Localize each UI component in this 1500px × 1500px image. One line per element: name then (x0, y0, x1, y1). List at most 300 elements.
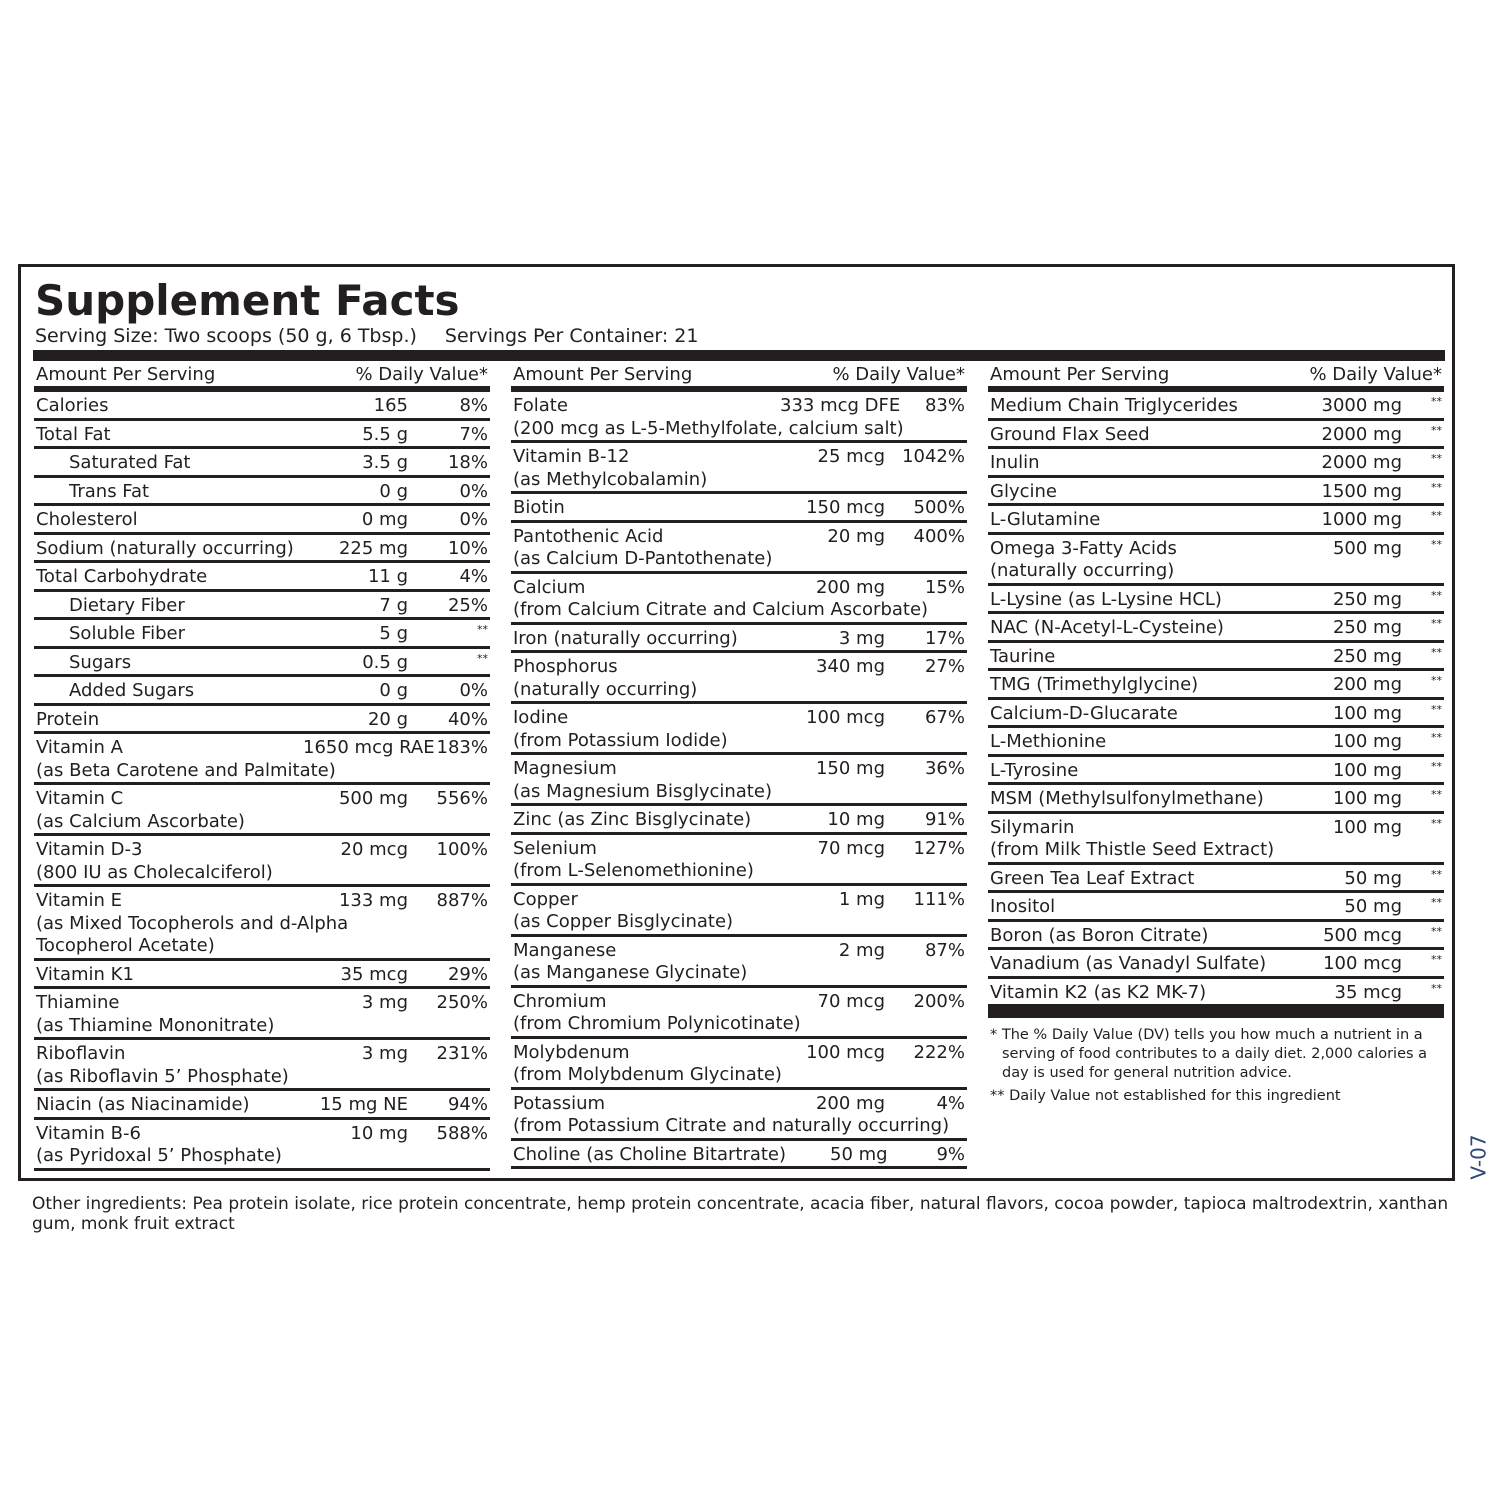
nutrient-name: Vitamin B-6 (36, 1122, 141, 1144)
nutrient-row (511, 835, 967, 886)
nutrient-name: Riboflavin (36, 1043, 126, 1064)
nutrient-row (511, 1039, 967, 1090)
nutrient-amount: 0 mg (361, 509, 408, 530)
nutrient-main-line (513, 628, 965, 651)
panel-title: Supplement Facts (35, 276, 460, 325)
nutrient-name: Molybdenum (513, 1041, 630, 1063)
nutrient-row (34, 734, 490, 785)
nutrient-daily-value: ** (1431, 452, 1442, 465)
nutrient-row (34, 592, 490, 621)
nutrient-source: (as Thiamine Mononitrate) (36, 1014, 275, 1036)
nutrient-amount: 225 mg (338, 537, 408, 559)
nutrient-main-line (36, 964, 488, 987)
nutrient-amount: 3 mg (361, 992, 408, 1013)
nutrient-main-line (36, 709, 488, 732)
nutrient-row (34, 887, 490, 961)
nutrient-name: Sodium (naturally occurring) (36, 537, 294, 559)
nutrient-rows (511, 392, 967, 1169)
nutrient-row (34, 1120, 490, 1171)
nutrient-amount: 333 mcg DFE (780, 395, 901, 416)
header-daily-value: % Daily Value* (355, 364, 488, 385)
nutrient-row (34, 1091, 490, 1120)
nutrient-name: Vitamin C (36, 788, 124, 809)
nutrient-source: (as Calcium D-Pantothenate) (513, 548, 773, 569)
nutrient-amount: 15 mg NE (319, 1094, 408, 1115)
nutrient-name: Glycine (990, 480, 1057, 502)
nutrient-daily-value: 25% (447, 594, 488, 616)
nutrient-amount: 70 mcg (817, 990, 885, 1012)
nutrient-name: Choline (as Choline Bitartrate) (513, 1143, 787, 1165)
nutrient-main-line (990, 481, 1442, 504)
nutrient-amount: 70 mcg (817, 837, 885, 859)
nutrient-row (988, 728, 1444, 757)
nutrient-name: Medium Chain Triglycerides (990, 395, 1238, 416)
nutrient-main-line (36, 395, 488, 418)
nutrient-daily-value: 1042% (902, 446, 965, 467)
nutrient-daily-value: ** (1431, 423, 1442, 437)
bottom-divider-bar (988, 1007, 1444, 1018)
nutrient-daily-value: ** (1431, 759, 1442, 773)
nutrient-row (34, 478, 490, 507)
nutrient-row (511, 886, 967, 937)
nutrient-name: L-Methionine (990, 731, 1107, 752)
nutrient-column-1 (34, 364, 490, 1171)
nutrient-daily-value: 36% (924, 758, 965, 779)
nutrient-main-line (513, 758, 965, 781)
nutrient-amount: 20 mcg (340, 839, 408, 860)
nutrient-row (988, 421, 1444, 450)
nutrient-amount: 200 mg (815, 1092, 885, 1114)
nutrient-name: Trans Fat (69, 480, 150, 502)
nutrient-amount: 200 mg (815, 576, 885, 598)
nutrient-row (511, 653, 967, 704)
nutrient-source: (200 mcg as L-5-Methylfolate, calcium salt) (513, 417, 904, 439)
nutrient-row (988, 586, 1444, 615)
nutrient-name: Vanadium (as Vanadyl Sulfate) (990, 953, 1267, 974)
nutrient-source: (from Chromium Polynicotinate) (513, 1013, 801, 1034)
top-divider-bar (33, 350, 1445, 361)
nutrient-amount: 1 mg (838, 888, 885, 910)
nutrient-source: (as Magnesium Bisglycinate) (513, 780, 772, 802)
nutrient-name: Vitamin A (36, 737, 123, 758)
column-header (34, 364, 490, 392)
nutrient-source: (naturally occurring) (990, 560, 1175, 581)
nutrient-daily-value: 8% (459, 395, 488, 416)
nutrient-amount: 25 mcg (817, 446, 885, 467)
nutrient-daily-value: 7% (459, 423, 488, 445)
nutrient-name: Thiamine (36, 992, 120, 1013)
nutrient-main-line (36, 890, 488, 913)
nutrient-source: (from L-Selenomethionine) (513, 860, 754, 881)
nutrient-main-line (990, 703, 1442, 726)
nutrient-name: Pantothenic Acid (513, 525, 664, 547)
nutrient-row (988, 671, 1444, 700)
nutrient-name: Dietary Fiber (69, 594, 185, 616)
nutrient-daily-value: 400% (913, 525, 965, 547)
nutrient-name: Ground Flax Seed (990, 423, 1150, 445)
nutrient-name: Potassium (513, 1092, 606, 1114)
nutrient-main-line (990, 788, 1442, 811)
nutrient-amount: 3000 mg (1321, 395, 1402, 416)
nutrient-daily-value: 40% (447, 708, 488, 730)
nutrient-row (988, 785, 1444, 814)
nutrient-main-line (990, 509, 1442, 532)
header-amount: Amount Per Serving (990, 364, 1170, 385)
nutrient-main-line (990, 589, 1442, 612)
nutrient-source: (as Beta Carotene and Palmitate) (36, 759, 336, 781)
nutrient-source: (as Mixed Tocopherols and d-Alpha (36, 912, 349, 934)
nutrient-row (34, 620, 490, 649)
nutrient-daily-value: ** (1431, 588, 1442, 602)
nutrient-row (34, 506, 490, 535)
nutrient-name: Total Fat (36, 423, 111, 445)
nutrient-amount: 10 mg (827, 809, 885, 830)
nutrient-main-line (513, 809, 965, 832)
nutrient-row (511, 1090, 967, 1141)
nutrient-daily-value: ** (1431, 509, 1442, 522)
nutrient-main-line (513, 446, 965, 469)
nutrient-name: Green Tea Leaf Extract (990, 867, 1195, 889)
nutrient-main-line (36, 623, 488, 646)
nutrient-daily-value: ** (1431, 731, 1442, 744)
nutrient-row (511, 806, 967, 835)
nutrient-row (511, 574, 967, 625)
nutrient-daily-value: 29% (447, 963, 488, 985)
nutrient-name: Vitamin B-12 (513, 446, 630, 467)
nutrient-source: (as Calcium Ascorbate) (36, 810, 245, 832)
nutrient-main-line (990, 452, 1442, 475)
nutrient-daily-value: ** (1431, 953, 1442, 966)
nutrient-name: NAC (N-Acetyl-L-Cysteine) (990, 617, 1224, 638)
nutrient-daily-value: 887% (436, 890, 488, 911)
nutrient-row (511, 755, 967, 806)
nutrient-source: (as Methylcobalamin) (513, 468, 708, 490)
nutrient-amount: 35 mcg (1334, 981, 1402, 1003)
nutrient-row (511, 704, 967, 755)
nutrient-daily-value: ** (1431, 816, 1442, 830)
nutrient-main-line (513, 1042, 965, 1065)
nutrient-amount: 50 mg (830, 1143, 888, 1165)
nutrient-amount: 5.5 g (362, 423, 408, 445)
nutrient-name: TMG (Trimethylglycine) (990, 674, 1199, 695)
nutrient-column-2 (511, 364, 967, 1169)
nutrient-main-line (513, 1144, 965, 1167)
nutrient-main-line (36, 1043, 488, 1066)
nutrient-row (34, 421, 490, 450)
nutrient-row (988, 757, 1444, 786)
nutrient-main-line (990, 760, 1442, 783)
nutrient-amount: 500 mcg (1323, 924, 1402, 946)
nutrient-main-line (36, 992, 488, 1015)
nutrient-amount: 20 g (367, 708, 408, 730)
nutrient-main-line (990, 731, 1442, 754)
nutrient-source: (800 IU as Cholecalciferol) (36, 861, 273, 883)
header-amount: Amount Per Serving (513, 364, 693, 385)
nutrient-name: Inositol (990, 896, 1056, 917)
nutrient-row (988, 814, 1444, 865)
nutrient-main-line (990, 395, 1442, 418)
nutrient-amount: 100 mg (1332, 788, 1402, 809)
nutrient-row (34, 449, 490, 478)
nutrient-name: Biotin (513, 497, 565, 518)
nutrient-source: Tocopherol Acetate) (36, 935, 215, 956)
nutrient-main-line (36, 595, 488, 618)
nutrient-row (34, 706, 490, 735)
nutrient-main-line (36, 481, 488, 504)
nutrient-amount: 100 mg (1332, 816, 1402, 838)
nutrient-amount: 150 mcg (806, 497, 885, 518)
nutrient-amount: 2000 mg (1321, 452, 1402, 473)
nutrient-name: Calcium (513, 576, 586, 598)
nutrient-main-line (513, 395, 965, 418)
nutrient-main-line (513, 991, 965, 1014)
nutrient-name: Phosphorus (513, 656, 618, 677)
nutrient-daily-value: 17% (924, 627, 965, 649)
nutrient-amount: 3 mg (838, 627, 885, 649)
nutrient-name: L-Tyrosine (990, 759, 1079, 781)
nutrient-name: Magnesium (513, 758, 617, 779)
nutrient-daily-value: 231% (436, 1043, 488, 1064)
nutrient-daily-value: ** (1431, 645, 1442, 659)
nutrient-name: Zinc (as Zinc Bisglycinate) (513, 809, 752, 830)
column-header (988, 364, 1444, 392)
nutrient-name: Copper (513, 888, 578, 910)
header-daily-value: % Daily Value* (832, 364, 965, 385)
nutrient-amount: 250 mg (1332, 645, 1402, 667)
nutrient-daily-value: ** (477, 623, 488, 636)
nutrient-row (34, 649, 490, 678)
nutrient-amount: 0.5 g (362, 651, 408, 673)
nutrient-row (34, 1040, 490, 1091)
nutrient-source: (from Calcium Citrate and Calcium Ascorbate) (513, 599, 929, 620)
nutrient-daily-value: ** (1431, 617, 1442, 630)
nutrient-name: Calcium-D-Glucarate (990, 702, 1178, 724)
supplement-facts-panel (18, 264, 1455, 1181)
nutrient-daily-value: 250% (436, 992, 488, 1013)
nutrient-main-line (513, 497, 965, 520)
nutrient-daily-value: ** (1431, 395, 1442, 408)
nutrient-amount: 3.5 g (362, 452, 408, 473)
nutrient-daily-value: ** (1431, 702, 1442, 716)
nutrient-main-line (990, 674, 1442, 697)
nutrient-daily-value: 183% (436, 737, 488, 758)
serving-size: Serving Size: Two scoops (50 g, 6 Tbsp.) (35, 325, 417, 347)
other-ingredients: Other ingredients: Pea protein isolate, rice protein concentrate, hemp protein concentrate, acacia fiber, natural flavors, cocoa powder, tapioca maltrodextrin, xanthan gum, monk fruit extract (32, 1194, 1449, 1234)
nutrient-amount: 100 mcg (1323, 953, 1402, 974)
nutrient-row (34, 989, 490, 1040)
nutrient-row (511, 443, 967, 494)
nutrient-row (988, 950, 1444, 979)
nutrient-daily-value: 556% (436, 788, 488, 809)
nutrient-amount: 165 (373, 395, 408, 416)
nutrient-row (511, 988, 967, 1039)
nutrient-name: Saturated Fat (69, 452, 191, 473)
nutrient-row (511, 625, 967, 654)
nutrient-daily-value: 15% (924, 576, 965, 598)
footnotes (988, 1026, 1444, 1106)
footnote-daily-value: * The % Daily Value (DV) tells you how much a nutrient in a serving of food contributes to a daily diet. 2,000 calories a day is used for general nutrition advice. (990, 1027, 1428, 1081)
nutrient-main-line (513, 838, 965, 861)
nutrient-row (34, 563, 490, 592)
nutrient-daily-value: 87% (924, 939, 965, 961)
nutrient-source: (naturally occurring) (513, 678, 698, 700)
nutrient-daily-value: 222% (913, 1041, 965, 1063)
nutrient-amount: 133 mg (338, 890, 408, 911)
nutrient-name: Vitamin E (36, 890, 123, 911)
nutrient-daily-value: 127% (913, 837, 965, 859)
nutrient-name: L-Glutamine (990, 509, 1101, 530)
nutrient-main-line (36, 538, 488, 561)
nutrient-row (988, 865, 1444, 894)
nutrient-row (34, 785, 490, 836)
nutrient-main-line (36, 424, 488, 447)
serving-info (35, 325, 698, 347)
nutrient-main-line (36, 1094, 488, 1117)
nutrient-main-line (513, 889, 965, 912)
nutrient-name: Iodine (513, 707, 569, 728)
version-code (1458, 1125, 1498, 1185)
nutrient-daily-value: 4% (459, 566, 488, 587)
nutrient-main-line (990, 538, 1442, 561)
nutrient-amount: 3 mg (361, 1043, 408, 1064)
nutrient-amount: 250 mg (1332, 617, 1402, 638)
nutrient-row (511, 523, 967, 574)
nutrient-amount: 7 g (379, 594, 408, 616)
nutrient-amount: 0 g (379, 480, 408, 502)
nutrient-daily-value: 0% (459, 480, 488, 502)
nutrient-main-line (36, 680, 488, 703)
nutrient-daily-value: 83% (924, 395, 965, 416)
nutrient-main-line (36, 839, 488, 862)
nutrient-amount: 35 mcg (340, 963, 408, 985)
nutrient-source: (from Potassium Iodide) (513, 729, 728, 751)
nutrient-row (988, 449, 1444, 478)
nutrient-daily-value: 18% (447, 452, 488, 473)
nutrient-main-line (990, 953, 1442, 976)
nutrient-daily-value: 0% (459, 509, 488, 530)
nutrient-name: Taurine (990, 645, 1056, 667)
footnote-not-established: ** Daily Value not established for this ingredient (990, 1088, 1341, 1104)
nutrient-daily-value: 94% (447, 1094, 488, 1115)
nutrient-row (988, 893, 1444, 922)
nutrient-amount: 0 g (379, 680, 408, 701)
nutrient-amount: 100 mg (1332, 759, 1402, 781)
nutrient-amount: 2000 mg (1321, 423, 1402, 445)
nutrient-row (34, 392, 490, 421)
nutrient-main-line (513, 526, 965, 549)
nutrient-daily-value: ** (477, 651, 488, 665)
nutrient-daily-value: ** (1431, 896, 1442, 909)
nutrient-name: Added Sugars (69, 680, 195, 701)
header-amount: Amount Per Serving (36, 364, 216, 385)
nutrient-main-line (36, 509, 488, 532)
nutrient-name: Chromium (513, 990, 607, 1012)
nutrient-name: Vitamin K2 (as K2 MK-7) (990, 981, 1207, 1003)
nutrient-daily-value: 111% (913, 888, 965, 910)
nutrient-daily-value: ** (1431, 788, 1442, 801)
nutrient-source: (from Milk Thistle Seed Extract) (990, 839, 1275, 860)
nutrient-amount: 50 mg (1344, 896, 1402, 917)
nutrient-name: Silymarin (990, 816, 1075, 838)
nutrient-amount: 100 mg (1332, 702, 1402, 724)
nutrient-amount: 150 mg (815, 758, 885, 779)
nutrient-main-line (513, 940, 965, 963)
nutrient-name: Protein (36, 708, 100, 730)
nutrient-name: Calories (36, 395, 109, 416)
nutrient-daily-value: 67% (924, 707, 965, 728)
nutrient-main-line (36, 788, 488, 811)
nutrient-name: Boron (as Boron Citrate) (990, 924, 1209, 946)
nutrient-amount: 100 mcg (806, 707, 885, 728)
nutrient-row (34, 961, 490, 990)
nutrient-amount: 100 mg (1332, 731, 1402, 752)
nutrient-row (988, 643, 1444, 672)
nutrient-daily-value: 100% (436, 839, 488, 860)
nutrient-daily-value: 27% (924, 656, 965, 677)
nutrient-row (511, 392, 967, 443)
nutrient-name: Omega 3-Fatty Acids (990, 537, 1177, 559)
nutrient-source: (as Manganese Glycinate) (513, 962, 748, 983)
nutrient-daily-value: 0% (459, 680, 488, 701)
nutrient-main-line (990, 925, 1442, 948)
nutrient-amount: 50 mg (1344, 867, 1402, 889)
nutrient-row (511, 494, 967, 523)
nutrient-amount: 340 mg (815, 656, 885, 677)
nutrient-row (34, 677, 490, 706)
nutrient-amount: 200 mg (1332, 674, 1402, 695)
nutrient-row (988, 535, 1444, 586)
nutrient-column-3 (988, 364, 1444, 1106)
nutrient-name: Inulin (990, 452, 1040, 473)
nutrient-daily-value: ** (1431, 924, 1442, 938)
nutrient-name: Folate (513, 395, 568, 416)
nutrient-rows (34, 392, 490, 1171)
nutrient-row (34, 836, 490, 887)
nutrient-row (511, 1141, 967, 1170)
nutrient-daily-value: 91% (924, 809, 965, 830)
nutrient-row (988, 979, 1444, 1008)
nutrient-amount: 500 mg (338, 788, 408, 809)
nutrient-main-line (36, 652, 488, 675)
nutrient-name: L-Lysine (as L-Lysine HCL) (990, 588, 1222, 610)
nutrient-amount: 1500 mg (1321, 480, 1402, 502)
nutrient-main-line (36, 1123, 488, 1146)
version-code-text: V-07 (1466, 1134, 1491, 1180)
nutrient-name: Selenium (513, 837, 597, 859)
servings-per-container: Servings Per Container: 21 (444, 325, 699, 347)
nutrient-rows (988, 392, 1444, 1007)
nutrient-name: Vitamin D-3 (36, 839, 143, 860)
nutrient-amount: 5 g (379, 623, 408, 644)
header-daily-value: % Daily Value* (1309, 364, 1442, 385)
nutrient-main-line (990, 868, 1442, 891)
nutrient-daily-value: ** (1431, 867, 1442, 881)
nutrient-source: (as Riboflavin 5’ Phosphate) (36, 1065, 289, 1087)
nutrient-daily-value: 500% (913, 497, 965, 518)
nutrient-source: (from Potassium Citrate and naturally occurring) (513, 1115, 950, 1136)
nutrient-name: Total Carbohydrate (36, 566, 208, 587)
nutrient-row (988, 700, 1444, 729)
nutrient-row (988, 922, 1444, 951)
nutrient-amount: 250 mg (1332, 588, 1402, 610)
nutrient-main-line (513, 656, 965, 679)
nutrient-row (988, 392, 1444, 421)
nutrient-daily-value: 200% (913, 990, 965, 1012)
nutrient-main-line (36, 737, 488, 760)
nutrient-row (988, 506, 1444, 535)
column-header (511, 364, 967, 392)
nutrient-main-line (513, 707, 965, 730)
